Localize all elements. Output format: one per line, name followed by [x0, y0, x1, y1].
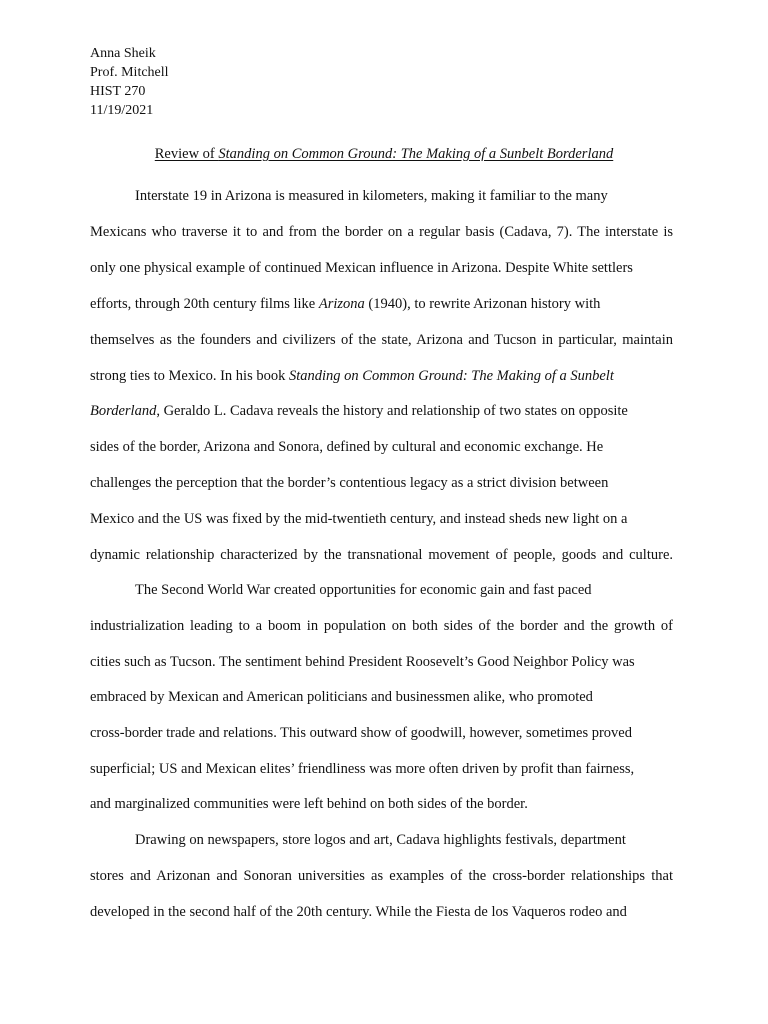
paragraph-1-line-10: Mexico and the US was fixed by the mid-twentieth century, and instead sheds new light on a	[90, 511, 628, 527]
paragraph-3-line-3: developed in the second half of the 20th century. While the Fiesta de los Vaqueros rodeo and	[90, 904, 627, 920]
line-text: , Geraldo L. Cadava reveals the history and relationship of two states on opposite	[156, 403, 628, 419]
paragraph-2-line-4: embraced by Mexican and American politicians and businessmen alike, who promoted	[90, 689, 593, 705]
line-text: (1940), to rewrite Arizonan history with	[364, 296, 601, 312]
paragraph-3-line-1: Drawing on newspapers, store logos and art, Cadava highlights festivals, department	[135, 832, 626, 848]
line-text: efforts, through 20th century films like	[90, 296, 319, 312]
paragraph-2-line-1: The Second World War created opportunities for economic gain and fast paced	[135, 582, 592, 598]
document-title	[0, 144, 768, 164]
title-book-name: Standing on Common Ground: The Making of a Sunbelt Borderland	[218, 146, 614, 162]
paragraph-1-line-3: only one physical example of continued Mexican influence in Arizona. Despite White settlers	[90, 260, 633, 276]
paragraph-1-line-2: Mexicans who traverse it to and from the border on a regular basis (Cadava, 7). The interstate is	[90, 224, 673, 240]
paragraph-2-line-5: cross-border trade and relations. This outward show of goodwill, however, sometimes proved	[90, 725, 632, 741]
paragraph-2-line-6: superficial; US and Mexican elites’ friendliness was more often driven by profit than fairness,	[90, 761, 635, 777]
heading-block	[90, 44, 169, 120]
film-title: Arizona	[318, 296, 365, 312]
line-text: strong ties to Mexico. In his book	[90, 368, 289, 384]
paragraph-2-line-3: cities such as Tucson. The sentiment behind President Roosevelt’s Good Neighbor Policy was	[90, 654, 635, 670]
paragraph-1-line-7	[90, 401, 628, 421]
book-title-inline: Borderland	[90, 403, 157, 419]
paragraph-3-line-2: stores and Arizonan and Sonoran universities as examples of the cross-border relationships that	[90, 868, 673, 884]
book-title-inline: Standing on Common Ground: The Making of a Sunbelt	[288, 368, 614, 384]
paragraph-1-line-9: challenges the perception that the border’s contentious legacy as a strict division between	[90, 475, 609, 491]
paragraph-1-line-6	[90, 366, 614, 386]
paragraph-1-line-5: themselves as the founders and civilizers of the state, Arizona and Tucson in particular, maintain	[90, 332, 673, 348]
document-date: 11/19/2021	[90, 103, 154, 118]
paragraph-1-line-1: Interstate 19 in Arizona is measured in kilometers, making it familiar to the many	[135, 188, 608, 204]
paragraph-2-line-7: and marginalized communities were left behind on both sides of the border.	[90, 796, 528, 812]
paragraph-2-line-2: industrialization leading to a boom in population on both sides of the border and the growth of	[90, 618, 673, 634]
paragraph-1-line-11: dynamic relationship characterized by the transnational movement of people, goods and culture.	[90, 547, 673, 563]
title-prefix: Review of	[154, 146, 219, 162]
course-code: HIST 270	[90, 84, 146, 99]
paragraph-1-line-8: sides of the border, Arizona and Sonora, defined by cultural and economic exchange. He	[90, 439, 604, 455]
professor-name: Prof. Mitchell	[90, 65, 169, 80]
author-name: Anna Sheik	[90, 46, 156, 61]
paragraph-1-line-4	[90, 294, 600, 314]
title-text	[155, 146, 613, 162]
